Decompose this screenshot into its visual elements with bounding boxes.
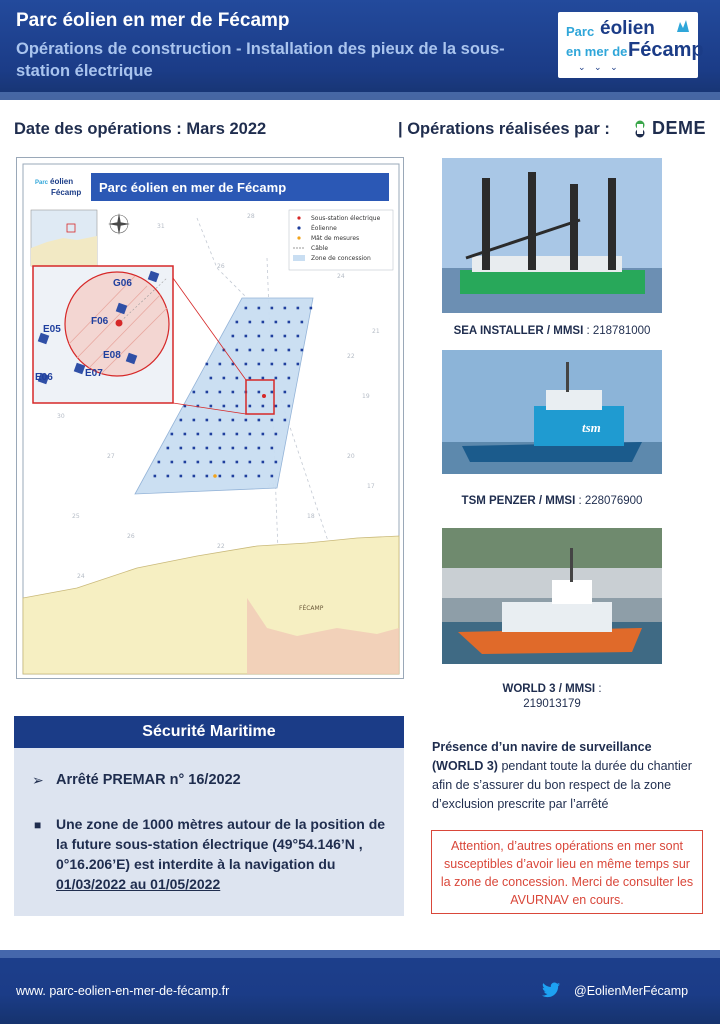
turbine-marker bbox=[245, 363, 248, 366]
twitter-handle[interactable]: @EolienMerFécamp bbox=[574, 984, 689, 998]
zoom-substation-marker bbox=[116, 320, 123, 327]
legend-label: Mât de mesures bbox=[311, 235, 360, 242]
security-heading: Sécurité Maritime bbox=[14, 716, 404, 748]
turbine-marker bbox=[258, 391, 261, 394]
legend-swatch bbox=[297, 226, 300, 229]
surveillance-note bbox=[432, 738, 704, 814]
turbine-marker bbox=[284, 335, 287, 338]
turbine-marker bbox=[249, 349, 252, 352]
arrow-bullet-icon: ➢ bbox=[32, 772, 44, 788]
turbine-marker bbox=[219, 419, 222, 422]
turbine-marker bbox=[245, 447, 248, 450]
maritime-security-panel bbox=[14, 716, 404, 916]
sea-installer-photo bbox=[442, 158, 662, 313]
svg-text:19: 19 bbox=[362, 393, 370, 400]
turbine-marker bbox=[288, 321, 291, 324]
svg-text:22: 22 bbox=[217, 543, 225, 550]
svg-text:21: 21 bbox=[372, 328, 380, 335]
deme-mark-icon bbox=[632, 120, 648, 138]
turbine-marker bbox=[236, 321, 239, 324]
svg-text:28: 28 bbox=[247, 213, 255, 220]
legend-label: Éolienne bbox=[311, 225, 337, 232]
tsm-penzer-photo bbox=[442, 350, 662, 474]
svg-text:31: 31 bbox=[157, 223, 165, 230]
turbine-marker bbox=[275, 321, 278, 324]
attention-notice: Attention, d’autres opérations en mer sont susceptibles d’avoir lieu en même temps sur la zone de concession. Merci de consulter les AVURNAV en cours. bbox=[431, 830, 703, 914]
turbine-marker bbox=[223, 433, 226, 436]
turbine-marker bbox=[154, 475, 157, 478]
turbine-marker bbox=[245, 419, 248, 422]
turbine-marker bbox=[184, 433, 187, 436]
turbine-marker bbox=[284, 391, 287, 394]
operations-by-label: | Opérations réalisées par : bbox=[398, 120, 610, 138]
zone-dates: 01/03/2022 au 01/05/2022 bbox=[56, 876, 221, 892]
website-link[interactable]: www. parc-eolien-en-mer-de-fécamp.fr bbox=[16, 984, 230, 998]
turbine-marker bbox=[180, 475, 183, 478]
turbine-marker bbox=[249, 433, 252, 436]
turbine-marker bbox=[271, 391, 274, 394]
turbine-marker bbox=[284, 307, 287, 310]
world-3-photo bbox=[442, 528, 662, 664]
turbine-marker bbox=[236, 405, 239, 408]
vessel-caption-sea-installer: SEA INSTALLER / MMSI : 218781000 bbox=[453, 325, 651, 337]
turbine-marker bbox=[271, 419, 274, 422]
vessel-mmsi: 219013179 bbox=[523, 698, 581, 710]
turbine-marker bbox=[262, 377, 265, 380]
logo-word-fecamp: Fécamp bbox=[628, 39, 704, 61]
turbine-marker bbox=[245, 475, 248, 478]
turbine-marker bbox=[219, 447, 222, 450]
page-title: Parc éolien en mer de Fécamp bbox=[16, 10, 290, 31]
turbine-marker bbox=[297, 335, 300, 338]
zoom-turbine-label: G06 bbox=[113, 278, 132, 289]
zoom-turbine-label: E06 bbox=[35, 372, 53, 383]
svg-text:20: 20 bbox=[347, 453, 355, 460]
legend-label: Sous-station électrique bbox=[311, 215, 381, 222]
turbine-marker bbox=[275, 461, 278, 464]
svg-text:24: 24 bbox=[77, 573, 85, 580]
turbine-marker bbox=[236, 433, 239, 436]
turbine-marker bbox=[206, 447, 209, 450]
legend-label: Zone de concession bbox=[311, 255, 371, 262]
turbine-marker bbox=[210, 461, 213, 464]
turbine-marker bbox=[245, 307, 248, 310]
zone-text: Une zone de 1000 mètres autour de la position de la future sous-station électrique (49°54.146’N , 0°16.206’E) est interdite à la navigation du bbox=[56, 816, 386, 872]
legend-swatch bbox=[297, 216, 300, 219]
turbine-marker bbox=[258, 419, 261, 422]
turbine-marker bbox=[258, 475, 261, 478]
turbine-marker bbox=[271, 447, 274, 450]
turbine-marker bbox=[232, 391, 235, 394]
wind-turbine-icon bbox=[676, 18, 690, 32]
birds-icon: ⌄ ⌄ ⌄ bbox=[578, 62, 621, 72]
turbine-marker bbox=[245, 335, 248, 338]
turbine-marker bbox=[167, 475, 170, 478]
map-logo-eolien: éolien bbox=[50, 177, 74, 186]
turbine-marker bbox=[206, 419, 209, 422]
turbine-marker bbox=[193, 475, 196, 478]
logo-word-eolien: éolien bbox=[600, 18, 655, 39]
turbine-marker bbox=[206, 475, 209, 478]
map-logo-parc: Parc bbox=[35, 180, 49, 186]
turbine-marker bbox=[197, 433, 200, 436]
logo-word-parc: Parc bbox=[566, 24, 595, 39]
turbine-marker bbox=[232, 419, 235, 422]
vessel-name: SEA INSTALLER / MMSI bbox=[453, 325, 584, 337]
chart-canvas bbox=[17, 158, 404, 679]
turbine-marker bbox=[275, 377, 278, 380]
premar-arrete: Arrêté PREMAR n° 16/2022 bbox=[56, 772, 241, 788]
turbine-marker bbox=[210, 377, 213, 380]
turbine-marker bbox=[184, 461, 187, 464]
exclusion-zone-text bbox=[56, 814, 396, 894]
turbine-marker bbox=[258, 447, 261, 450]
turbine-marker bbox=[301, 349, 304, 352]
turbine-marker bbox=[301, 321, 304, 324]
vessel-mmsi: 218781000 bbox=[592, 325, 651, 337]
operations-date: Date des opérations : Mars 2022 bbox=[14, 120, 267, 138]
turbine-marker bbox=[210, 405, 213, 408]
map-logo-fecamp: Fécamp bbox=[51, 188, 82, 197]
turbine-marker bbox=[297, 307, 300, 310]
turbine-marker bbox=[288, 377, 291, 380]
vessel-name: WORLD 3 / MMSI bbox=[502, 683, 596, 695]
svg-text:17: 17 bbox=[367, 483, 375, 490]
legend-label: Câble bbox=[311, 245, 329, 252]
svg-text:26: 26 bbox=[127, 533, 135, 540]
turbine-marker bbox=[232, 335, 235, 338]
svg-text:26: 26 bbox=[217, 263, 225, 270]
turbine-marker bbox=[219, 391, 222, 394]
legend-swatch bbox=[297, 236, 300, 239]
surveillance-rest: pendant toute la durée du chantier afin de s’assurer du bon respect de la zone d’exclusion prescrite par l’arrêté bbox=[432, 759, 692, 811]
surveillance-lead: Présence d’un navire de surveillance (WORLD 3) bbox=[432, 740, 652, 773]
turbine-marker bbox=[262, 405, 265, 408]
turbine-marker bbox=[262, 349, 265, 352]
turbine-marker bbox=[206, 363, 209, 366]
turbine-marker bbox=[236, 349, 239, 352]
footer-banner bbox=[0, 950, 720, 1024]
deme-logo bbox=[632, 118, 712, 142]
turbine-marker bbox=[219, 363, 222, 366]
turbine-marker bbox=[236, 461, 239, 464]
svg-text:25: 25 bbox=[72, 513, 80, 520]
town-label: FÉCAMP bbox=[299, 605, 324, 612]
svg-text:18: 18 bbox=[307, 513, 315, 520]
turbine-marker bbox=[219, 475, 222, 478]
zoom-turbine-label: E07 bbox=[85, 368, 103, 379]
map-banner-title: Parc éolien en mer de Fécamp bbox=[99, 180, 287, 195]
page-subtitle: Opérations de construction - Installation des pieux de la sous-station électrique bbox=[16, 40, 505, 80]
brand-logo bbox=[558, 12, 704, 78]
legend-swatch bbox=[293, 255, 305, 261]
turbine-marker bbox=[236, 377, 239, 380]
turbine-marker bbox=[158, 461, 161, 464]
turbine-marker bbox=[206, 391, 209, 394]
turbine-marker bbox=[297, 363, 300, 366]
turbine-marker bbox=[275, 433, 278, 436]
turbine-marker bbox=[258, 363, 261, 366]
turbine-marker bbox=[271, 307, 274, 310]
turbine-marker bbox=[210, 433, 213, 436]
turbine-marker bbox=[288, 349, 291, 352]
turbine-marker bbox=[171, 461, 174, 464]
turbine-marker bbox=[262, 321, 265, 324]
zoom-turbine-label: E05 bbox=[43, 324, 61, 335]
turbine-marker bbox=[232, 447, 235, 450]
turbine-marker bbox=[223, 377, 226, 380]
turbine-marker bbox=[167, 447, 170, 450]
turbine-marker bbox=[232, 475, 235, 478]
turbine-marker bbox=[284, 419, 287, 422]
turbine-marker bbox=[262, 461, 265, 464]
footer-stripe bbox=[0, 950, 720, 958]
svg-text:24: 24 bbox=[337, 273, 345, 280]
turbine-marker bbox=[271, 475, 274, 478]
turbine-marker bbox=[223, 405, 226, 408]
turbine-marker bbox=[288, 405, 291, 408]
turbine-marker bbox=[197, 461, 200, 464]
turbine-marker bbox=[310, 307, 313, 310]
turbine-marker bbox=[180, 447, 183, 450]
twitter-icon[interactable] bbox=[542, 982, 560, 998]
nautical-chart-map bbox=[16, 157, 404, 679]
turbine-marker bbox=[180, 419, 183, 422]
turbine-marker bbox=[275, 405, 278, 408]
header-stripe bbox=[0, 92, 720, 100]
vessel-caption-tsm-penzer: TSM PENZER / MMSI : 228076900 bbox=[461, 495, 643, 507]
turbine-marker bbox=[249, 405, 252, 408]
header-banner bbox=[0, 0, 720, 100]
vessel-mmsi: 228076900 bbox=[584, 495, 643, 507]
turbine-marker bbox=[171, 433, 174, 436]
turbine-marker bbox=[275, 349, 278, 352]
met-mast-marker bbox=[213, 474, 217, 478]
vessel-name: TSM PENZER / MMSI bbox=[461, 495, 576, 507]
turbine-marker bbox=[258, 307, 261, 310]
turbine-marker bbox=[249, 321, 252, 324]
turbine-marker bbox=[193, 447, 196, 450]
substation-marker bbox=[262, 394, 266, 398]
svg-text:27: 27 bbox=[107, 453, 115, 460]
vessel-caption-world-3: WORLD 3 / MMSI : 219013179 bbox=[502, 683, 602, 710]
zoom-turbine-label: E08 bbox=[103, 350, 121, 361]
svg-text:22: 22 bbox=[347, 353, 355, 360]
turbine-marker bbox=[193, 419, 196, 422]
turbine-marker bbox=[193, 391, 196, 394]
logo-word-enmerde: en mer de bbox=[566, 44, 628, 59]
zoom-turbine-label: F06 bbox=[91, 316, 109, 327]
turbine-marker bbox=[258, 335, 261, 338]
turbine-marker bbox=[284, 363, 287, 366]
svg-text:30: 30 bbox=[57, 413, 65, 420]
svg-text:tsm: tsm bbox=[582, 420, 601, 435]
square-bullet-icon: ■ bbox=[34, 818, 42, 832]
turbine-marker bbox=[271, 363, 274, 366]
deme-name: DEME bbox=[652, 118, 707, 138]
turbine-marker bbox=[271, 335, 274, 338]
turbine-marker bbox=[223, 461, 226, 464]
turbine-marker bbox=[249, 461, 252, 464]
turbine-marker bbox=[249, 377, 252, 380]
turbine-marker bbox=[262, 433, 265, 436]
